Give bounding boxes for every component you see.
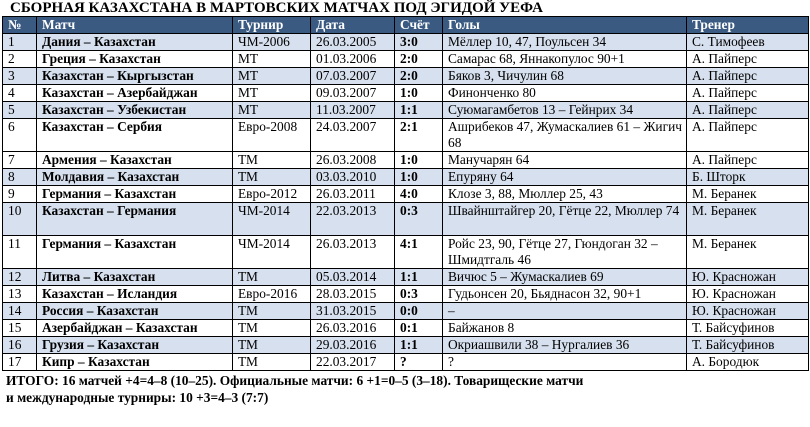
cell-number: 15 (3, 320, 37, 337)
cell-coach: М. Беранек (687, 186, 809, 203)
cell-coach: Ю. Красножан (687, 303, 809, 320)
document (2, 0, 808, 406)
cell-match: Кипр – Казахстан (37, 354, 233, 371)
cell-tournament: Евро-2016 (233, 286, 311, 303)
cell-score: 0:0 (395, 303, 443, 320)
cell-date: 28.03.2015 (311, 286, 395, 303)
cell-goals: Окриашвили 38 – Нургалиев 36 (443, 337, 687, 354)
cell-tournament: ТМ (233, 152, 311, 169)
cell-coach: Б. Шторк (687, 169, 809, 186)
cell-match: Казахстан – Германия (37, 203, 233, 236)
cell-date: 26.03.2016 (311, 320, 395, 337)
cell-date: 26.03.2011 (311, 186, 395, 203)
cell-tournament: МТ (233, 68, 311, 85)
cell-match: Россия – Казахстан (37, 303, 233, 320)
page-title: СБОРНАЯ КАЗАХСТАНА В МАРТОВСКИХ МАТЧАХ ПОД ЭГИДОЙ УЕФА (10, 0, 543, 16)
cell-score: 1:1 (395, 269, 443, 286)
cell-tournament: МТ (233, 51, 311, 68)
cell-match: Литва – Казахстан (37, 269, 233, 286)
cell-goals: Суюмагамбетов 13 – Гейнрих 34 (443, 102, 687, 119)
cell-match: Казахстан – Кыргызстан (37, 68, 233, 85)
cell-coach: А. Пайперс (687, 152, 809, 169)
cell-coach: А. Бородюк (687, 354, 809, 371)
cell-date: 22.03.2017 (311, 354, 395, 371)
cell-tournament: ТМ (233, 269, 311, 286)
table-row (3, 354, 809, 371)
cell-goals: Вичюс 5 – Жумаскалиев 69 (443, 269, 687, 286)
header-goals: Голы (443, 17, 687, 34)
cell-score: 0:1 (395, 320, 443, 337)
cell-goals: Мёллер 10, 47, Поульсен 34 (443, 34, 687, 51)
cell-coach: М. Беранек (687, 203, 809, 236)
header-coach: Тренер (687, 17, 809, 34)
matches-table (2, 16, 809, 371)
cell-goals: Епуряну 64 (443, 169, 687, 186)
cell-match: Молдавия – Казахстан (37, 169, 233, 186)
cell-date: 31.03.2015 (311, 303, 395, 320)
summary (2, 371, 808, 406)
cell-date: 03.03.2010 (311, 169, 395, 186)
cell-coach: Т. Байсуфинов (687, 320, 809, 337)
cell-coach: А. Пайперс (687, 85, 809, 102)
cell-match: Казахстан – Узбекистан (37, 102, 233, 119)
table-header-row (3, 17, 809, 34)
header-score: Счёт (395, 17, 443, 34)
table-row (3, 186, 809, 203)
cell-date: 24.03.2007 (311, 119, 395, 152)
cell-goals: Клозе 3, 88, Мюллер 25, 43 (443, 186, 687, 203)
table-row (3, 269, 809, 286)
cell-tournament: ТМ (233, 303, 311, 320)
cell-date: 26.03.2005 (311, 34, 395, 51)
summary-line-1: ИТОГО: 16 матчей +4=4–8 (10–25). Официальные матчи: 6 +1=0–5 (3–18). Товарищеские матчи (6, 373, 584, 388)
cell-score: 1:1 (395, 102, 443, 119)
cell-tournament: ЧМ-2014 (233, 236, 311, 269)
cell-tournament: ТМ (233, 320, 311, 337)
cell-number: 3 (3, 68, 37, 85)
cell-goals: Гудьонсен 20, Бьяднасон 32, 90+1 (443, 286, 687, 303)
table-row (3, 286, 809, 303)
cell-tournament: ТМ (233, 354, 311, 371)
cell-coach: Т. Байсуфинов (687, 337, 809, 354)
cell-tournament: Евро-2012 (233, 186, 311, 203)
cell-number: 14 (3, 303, 37, 320)
cell-score: 1:1 (395, 337, 443, 354)
cell-coach: А. Пайперс (687, 119, 809, 152)
cell-match: Казахстан – Сербия (37, 119, 233, 152)
table-row (3, 337, 809, 354)
cell-match: Дания – Казахстан (37, 34, 233, 51)
cell-number: 13 (3, 286, 37, 303)
cell-tournament: ТМ (233, 169, 311, 186)
cell-match: Германия – Казахстан (37, 236, 233, 269)
cell-goals: Самарас 68, Яннакопулос 90+1 (443, 51, 687, 68)
cell-number: 11 (3, 236, 37, 269)
table-row (3, 34, 809, 51)
cell-goals: Швайнштайгер 20, Гётце 22, Мюллер 74 (443, 203, 687, 236)
table-body (3, 34, 809, 371)
cell-number: 17 (3, 354, 37, 371)
cell-goals: – (443, 303, 687, 320)
cell-date: 22.03.2013 (311, 203, 395, 236)
cell-score: 0:3 (395, 286, 443, 303)
table-row (3, 203, 809, 236)
cell-tournament: МТ (233, 85, 311, 102)
cell-number: 12 (3, 269, 37, 286)
cell-number: 5 (3, 102, 37, 119)
cell-goals: Ройс 23, 90, Гётце 27, Гюндоган 32 – Шмидтгаль 46 (443, 236, 687, 269)
cell-number: 2 (3, 51, 37, 68)
cell-score: ? (395, 354, 443, 371)
cell-date: 26.03.2008 (311, 152, 395, 169)
cell-score: 2:1 (395, 119, 443, 152)
summary-line-2: и международные турниры: 10 +3=4–3 (7:7) (6, 390, 269, 405)
table-row (3, 236, 809, 269)
cell-match: Казахстан – Исландия (37, 286, 233, 303)
table-row (3, 303, 809, 320)
cell-tournament: МТ (233, 102, 311, 119)
cell-number: 8 (3, 169, 37, 186)
cell-number: 10 (3, 203, 37, 236)
table-row (3, 152, 809, 169)
table-row (3, 320, 809, 337)
cell-score: 0:3 (395, 203, 443, 236)
cell-coach: Ю. Красножан (687, 269, 809, 286)
cell-tournament: ТМ (233, 337, 311, 354)
cell-date: 26.03.2013 (311, 236, 395, 269)
cell-goals: Байжанов 8 (443, 320, 687, 337)
header-tournament: Турнир (233, 17, 311, 34)
cell-date: 11.03.2007 (311, 102, 395, 119)
table-row (3, 169, 809, 186)
cell-number: 7 (3, 152, 37, 169)
table-row (3, 85, 809, 102)
cell-coach: М. Беранек (687, 236, 809, 269)
cell-tournament: ЧМ-2006 (233, 34, 311, 51)
cell-goals: Манучарян 64 (443, 152, 687, 169)
cell-date: 07.03.2007 (311, 68, 395, 85)
cell-date: 01.03.2006 (311, 51, 395, 68)
table-row (3, 119, 809, 152)
cell-score: 1:0 (395, 85, 443, 102)
cell-tournament: Евро-2008 (233, 119, 311, 152)
cell-score: 3:0 (395, 34, 443, 51)
cell-match: Германия – Казахстан (37, 186, 233, 203)
cell-score: 1:0 (395, 152, 443, 169)
cell-date: 09.03.2007 (311, 85, 395, 102)
cell-coach: А. Пайперс (687, 51, 809, 68)
cell-goals: Финонченко 80 (443, 85, 687, 102)
cell-score: 4:1 (395, 236, 443, 269)
cell-goals: Бяков 3, Чичулин 68 (443, 68, 687, 85)
cell-match: Азербайджан – Казахстан (37, 320, 233, 337)
header-match: Матч (37, 17, 233, 34)
cell-number: 9 (3, 186, 37, 203)
cell-match: Армения – Казахстан (37, 152, 233, 169)
header-date: Дата (311, 17, 395, 34)
cell-date: 05.03.2014 (311, 269, 395, 286)
table-row (3, 102, 809, 119)
cell-goals: Ашрибеков 47, Жумаскалиев 61 – Жигич 68 (443, 119, 687, 152)
cell-tournament: ЧМ-2014 (233, 203, 311, 236)
cell-number: 4 (3, 85, 37, 102)
header-number: № (3, 17, 37, 34)
table-row (3, 51, 809, 68)
cell-coach: С. Тимофеев (687, 34, 809, 51)
cell-number: 1 (3, 34, 37, 51)
table-row (3, 68, 809, 85)
cell-match: Греция – Казахстан (37, 51, 233, 68)
cell-score: 4:0 (395, 186, 443, 203)
cell-number: 16 (3, 337, 37, 354)
cell-date: 29.03.2016 (311, 337, 395, 354)
cell-coach: А. Пайперс (687, 102, 809, 119)
cell-goals: ? (443, 354, 687, 371)
cell-number: 6 (3, 119, 37, 152)
cell-score: 1:0 (395, 169, 443, 186)
cell-score: 2:0 (395, 51, 443, 68)
cell-match: Казахстан – Азербайджан (37, 85, 233, 102)
cell-score: 2:0 (395, 68, 443, 85)
cell-match: Грузия – Казахстан (37, 337, 233, 354)
cell-coach: Ю. Красножан (687, 286, 809, 303)
cell-coach: А. Пайперс (687, 68, 809, 85)
